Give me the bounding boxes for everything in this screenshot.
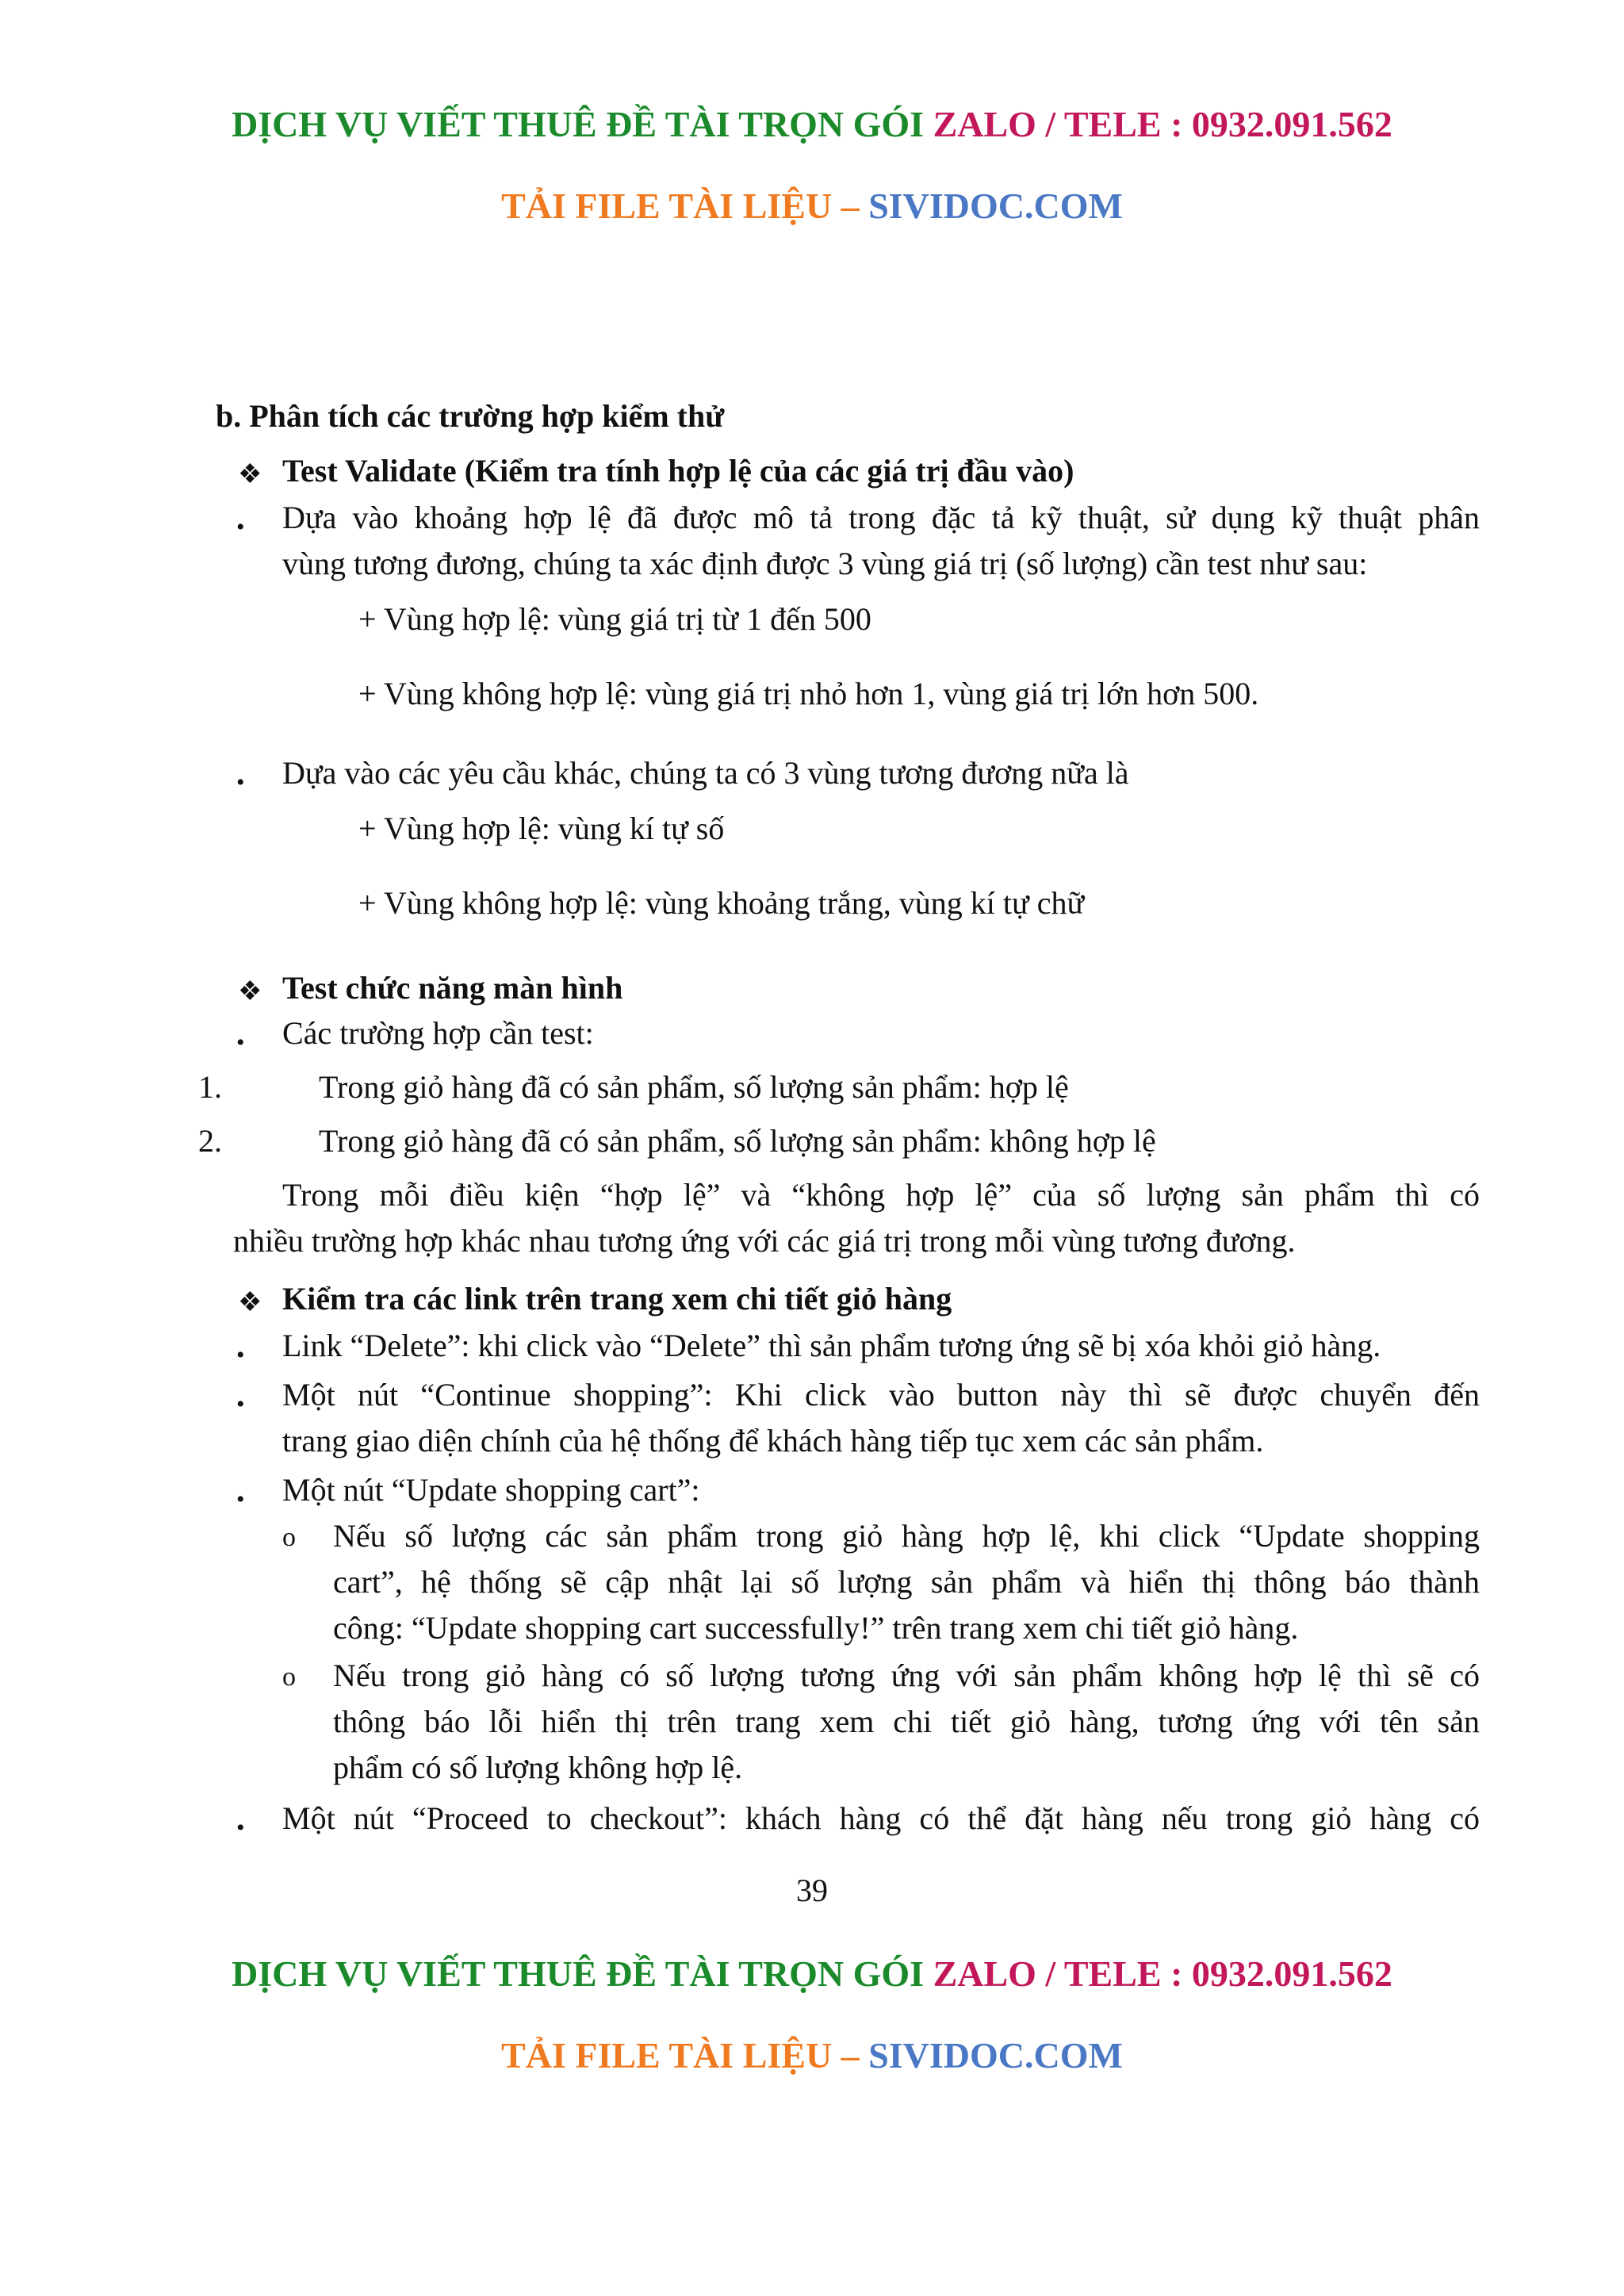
para-validate-line1: Dựa vào khoảng hợp lệ đã được mô tả trong đặc tả kỹ thuật, sử dụng kỹ thuật phân	[282, 500, 1480, 535]
bullet-icon: •	[236, 1342, 245, 1368]
list-number-1: 1.	[198, 1069, 222, 1105]
footer-download-text: TẢI FILE TÀI LIỆU –	[501, 2035, 860, 2076]
header-service-line	[0, 103, 1624, 145]
diamond-bullet-icon: ❖	[238, 1288, 262, 1317]
bullet-icon: •	[236, 514, 245, 540]
header-site-link[interactable]: SIVIDOC.COM	[868, 186, 1123, 226]
para-checkout-line1: Một nút “Proceed to checkout”: khách hàng có thể đặt hàng nếu trong giỏ hàng có	[282, 1800, 1480, 1836]
footer-download-line	[0, 2034, 1624, 2076]
sub-update-invalid-line3: phẩm có số lượng không hợp lệ.	[333, 1750, 743, 1785]
bullet-icon: •	[236, 1029, 245, 1056]
para-conditions-line1: Trong mỗi điều kiện “hợp lệ” và “không hợp lệ” của số lượng sản phẩm thì có	[282, 1177, 1480, 1213]
sub-valid-range: + Vùng hợp lệ: vùng giá trị từ 1 đến 500	[358, 601, 871, 637]
bullet-icon: •	[236, 1815, 245, 1841]
bullet-icon: •	[236, 769, 245, 795]
sub-update-invalid-line1: Nếu trong giỏ hàng có số lượng tương ứng với sản phẩm không hợp lệ thì sẽ có	[333, 1658, 1480, 1693]
sub-update-valid-line2: cart”, hệ thống sẽ cập nhật lại số lượng sản phẩm và hiển thị thông báo thành	[333, 1564, 1480, 1600]
sub-invalid-chars: + Vùng không hợp lệ: vùng khoảng trắng, vùng kí tự chữ	[358, 885, 1085, 921]
page-number: 39	[796, 1872, 828, 1908]
header-service-text: DỊCH VỤ VIẾT THUÊ ĐỀ TÀI TRỌN GÓI	[232, 104, 925, 144]
circle-bullet-icon: o	[282, 1662, 296, 1692]
footer-service-line	[0, 1953, 1624, 1995]
list-item-2: Trong giỏ hàng đã có sản phẩm, số lượng sản phẩm: không hợp lệ	[319, 1123, 1156, 1159]
list-number-2: 2.	[198, 1123, 222, 1159]
list-item-1: Trong giỏ hàng đã có sản phẩm, số lượng sản phẩm: hợp lệ	[319, 1069, 1069, 1105]
footer-service-text: DỊCH VỤ VIẾT THUÊ ĐỀ TÀI TRỌN GÓI	[232, 1953, 925, 1994]
sub-update-valid-line3: công: “Update shopping cart successfully!” trên trang xem chi tiết giỏ hàng.	[333, 1610, 1299, 1646]
sub-invalid-range: + Vùng không hợp lệ: vùng giá trị nhỏ hơn 1, vùng giá trị lớn hơn 500.	[358, 676, 1259, 711]
bullet-icon: •	[236, 1391, 245, 1417]
para-conditions-line2: nhiều trường hợp khác nhau tương ứng với các giá trị trong mỗi vùng tương đương.	[233, 1223, 1296, 1259]
section-heading-b: b. Phân tích các trường hợp kiểm thử	[216, 398, 725, 434]
para-delete-link: Link “Delete”: khi click vào “Delete” thì sản phẩm tương ứng sẽ bị xóa khỏi giỏ hàng.	[282, 1328, 1381, 1363]
header-contact-text: ZALO / TELE : 0932.091.562	[933, 104, 1392, 144]
sub-valid-digits: + Vùng hợp lệ: vùng kí tự số	[358, 811, 725, 846]
diamond-bullet-icon: ❖	[238, 460, 262, 489]
para-continue-line2: trang giao diện chính của hệ thống để khách hàng tiếp tục xem các sản phẩm.	[282, 1423, 1264, 1458]
para-other-requirements: Dựa vào các yêu cầu khác, chúng ta có 3 vùng tương đương nữa là	[282, 755, 1129, 791]
para-cases-intro: Các trường hợp cần test:	[282, 1015, 594, 1051]
header-download-line	[0, 185, 1624, 227]
heading-test-validate: Test Validate (Kiểm tra tính hợp lệ của các giá trị đầu vào)	[282, 453, 1074, 489]
heading-test-function: Test chức năng màn hình	[282, 970, 623, 1006]
footer-contact-text: ZALO / TELE : 0932.091.562	[933, 1953, 1392, 1994]
footer-site-link[interactable]: SIVIDOC.COM	[868, 2035, 1123, 2076]
circle-bullet-icon: o	[282, 1523, 296, 1552]
diamond-bullet-icon: ❖	[238, 977, 262, 1006]
sub-update-invalid-line2: thông báo lỗi hiển thị trên trang xem chi tiết giỏ hàng, tương ứng với tên sản	[333, 1704, 1480, 1739]
bullet-icon: •	[236, 1486, 245, 1512]
para-update-cart: Một nút “Update shopping cart”:	[282, 1472, 700, 1508]
para-validate-line2: vùng tương đương, chúng ta xác định được 3 vùng giá trị (số lượng) cần test như sau:	[282, 546, 1368, 581]
heading-check-links: Kiểm tra các link trên trang xem chi tiết giỏ hàng	[282, 1281, 952, 1317]
header-download-text: TẢI FILE TÀI LIỆU –	[501, 186, 860, 226]
para-continue-line1: Một nút “Continue shopping”: Khi click vào button này thì sẽ được chuyển đến	[282, 1377, 1480, 1412]
sub-update-valid-line1: Nếu số lượng các sản phẩm trong giỏ hàng hợp lệ, khi click “Update shopping	[333, 1518, 1480, 1554]
